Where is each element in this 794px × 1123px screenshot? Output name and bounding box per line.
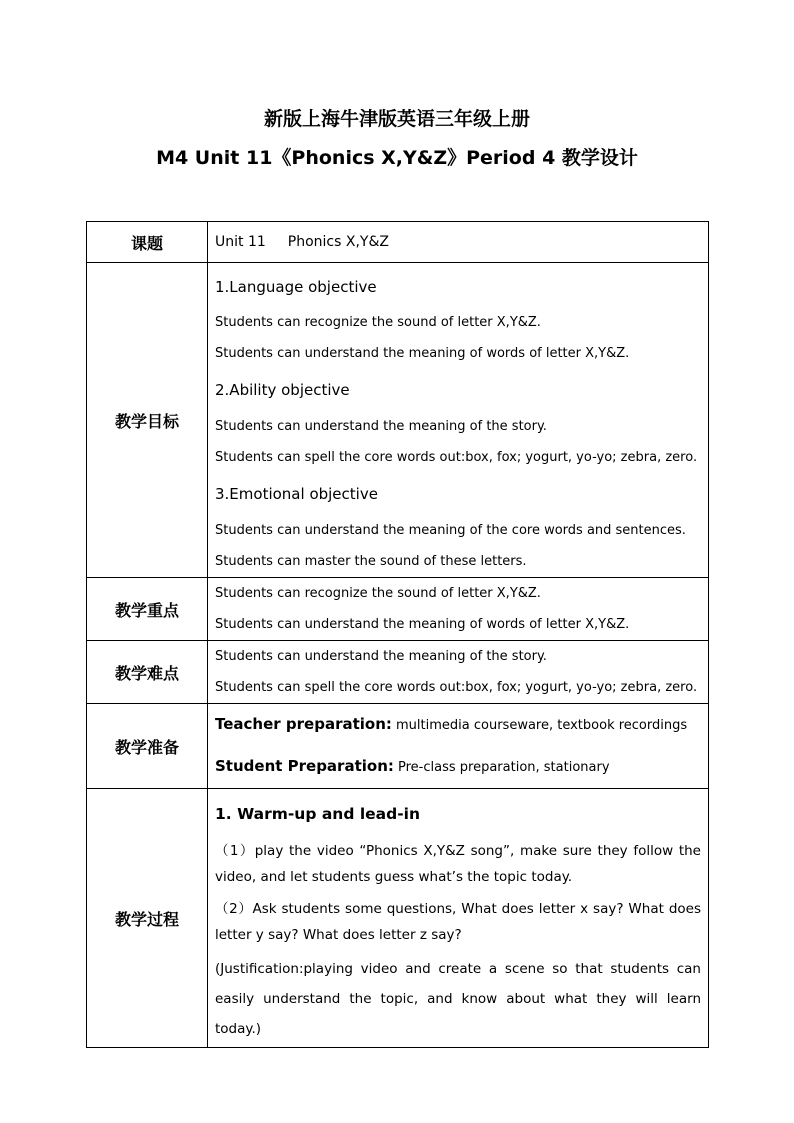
teacher-preparation-label: Teacher preparation: — [215, 715, 392, 733]
student-preparation-label: Student Preparation: — [215, 757, 394, 775]
process-paragraph: （1）play the video “Phonics X,Y&Z song”, make sure they follow the video, and let students guess what’s the topic today. — [215, 843, 701, 885]
objectives-cell — [208, 263, 709, 578]
table-row-difficulties — [87, 641, 709, 704]
objective-heading: 2.Ability objective — [215, 381, 350, 399]
process-justification: (Justification:playing video and create a scene so that students can easily understand the topic, and know about what they will learn today.) — [215, 961, 701, 1037]
document-title: 新版上海牛津版英语三年级上册 — [263, 108, 530, 130]
objective-line: Students can recognize the sound of letter X,Y&Z. — [215, 315, 541, 330]
key-points-label: 教学重点 — [87, 578, 208, 641]
preparation-cell — [208, 704, 709, 789]
topic-cell — [208, 222, 709, 263]
lesson-plan-table — [86, 221, 709, 1048]
difficulty-line: Students can understand the meaning of the story. — [215, 649, 547, 664]
difficulties-cell — [208, 641, 709, 704]
student-preparation-value: Pre-class preparation, stationary — [393, 760, 610, 775]
process-paragraph: （2）Ask students some questions, What does letter x say? What does letter y say? What does letter z say? — [215, 901, 701, 943]
objective-line: Students can understand the meaning of the core words and sentences. — [215, 523, 686, 538]
objective-line: Students can understand the meaning of words of letter X,Y&Z. — [215, 346, 630, 361]
process-cell — [208, 789, 709, 1048]
topic-unit: Unit 11 — [215, 233, 266, 250]
table-row-key-points — [87, 578, 709, 641]
objective-line: Students can master the sound of these letters. — [215, 554, 527, 569]
objective-line: Students can spell the core words out:box, fox; yogurt, yo-yo; zebra, zero. — [215, 450, 698, 465]
key-point-line: Students can understand the meaning of words of letter X,Y&Z. — [215, 617, 630, 632]
key-point-line: Students can recognize the sound of letter X,Y&Z. — [215, 586, 541, 601]
topic-value: Phonics X,Y&Z — [287, 233, 389, 250]
preparation-label: 教学准备 — [87, 704, 208, 789]
teacher-preparation-value: multimedia courseware, textbook recordings — [391, 718, 688, 733]
objective-line: Students can understand the meaning of the story. — [215, 419, 547, 434]
table-row-objectives — [87, 263, 709, 578]
key-points-cell — [208, 578, 709, 641]
table-row-process — [87, 789, 709, 1048]
table-row-topic — [87, 222, 709, 263]
difficulty-line: Students can spell the core words out:box, fox; yogurt, yo-yo; zebra, zero. — [215, 680, 698, 695]
process-label: 教学过程 — [87, 789, 208, 1048]
student-preparation — [215, 746, 701, 788]
objectives-label: 教学目标 — [87, 263, 208, 578]
process-heading: 1. Warm-up and lead-in — [215, 805, 420, 823]
teacher-preparation — [215, 704, 701, 746]
document-subtitle: M4 Unit 11《Phonics X,Y&Z》Period 4 教学设计 — [156, 147, 638, 169]
table-row-preparation — [87, 704, 709, 789]
difficulties-label: 教学难点 — [87, 641, 208, 704]
objective-heading: 1.Language objective — [215, 278, 377, 296]
topic-label: 课题 — [87, 222, 208, 263]
objective-heading: 3.Emotional objective — [215, 485, 378, 503]
